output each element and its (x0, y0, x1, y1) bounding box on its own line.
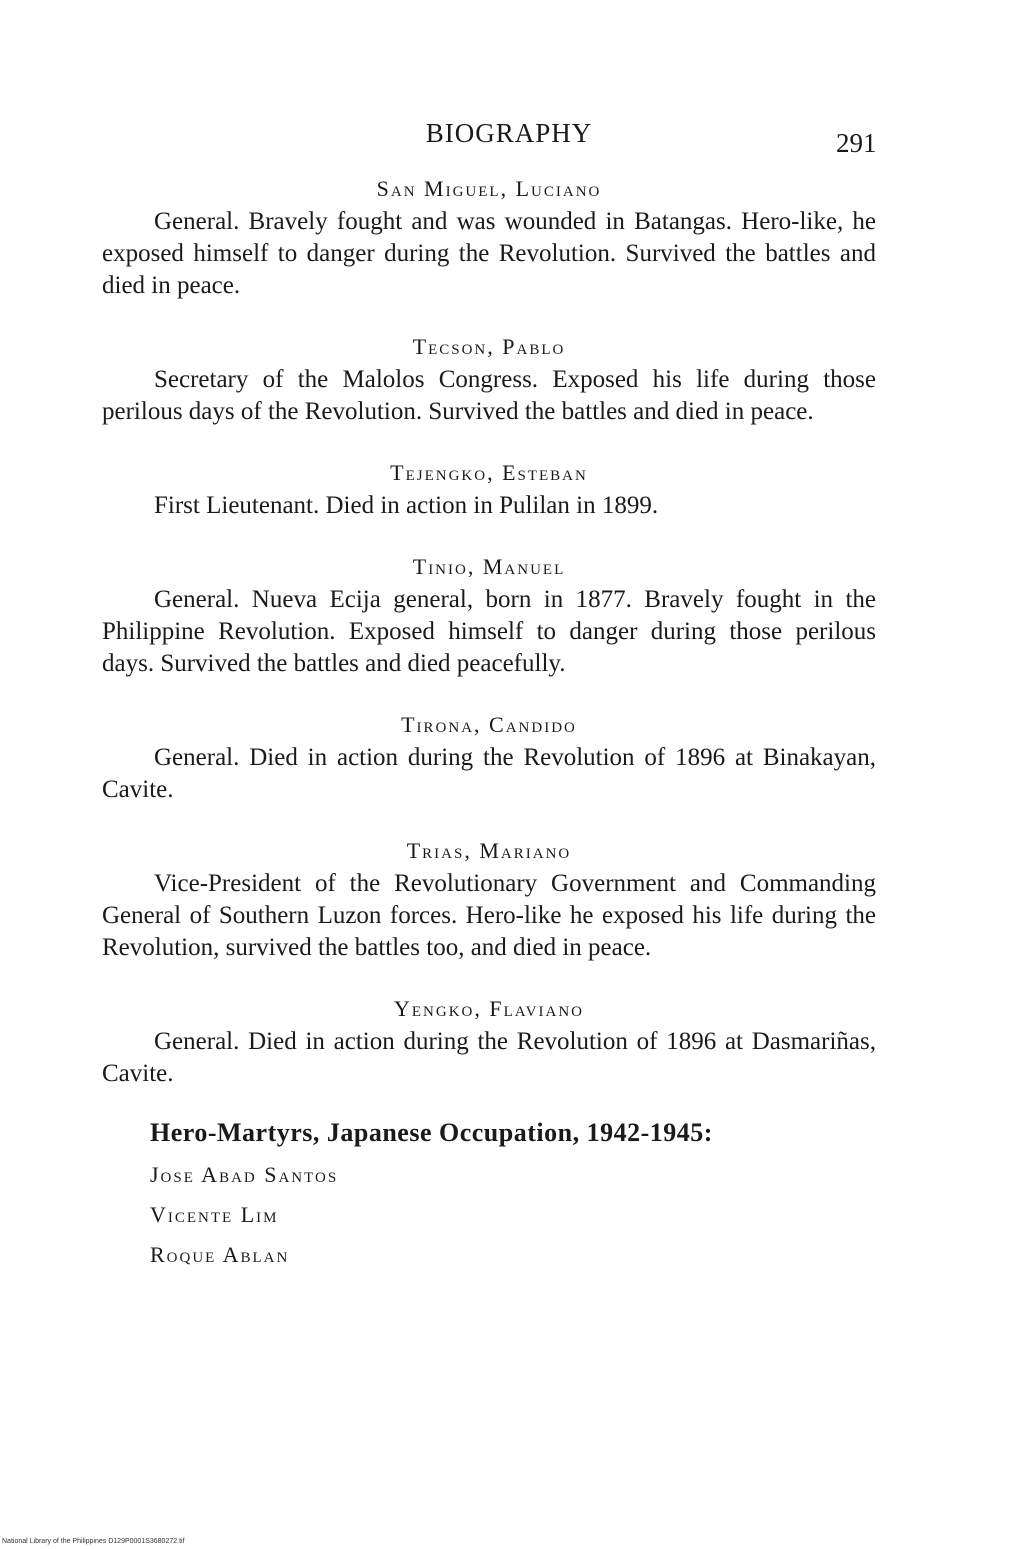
entry (102, 550, 876, 680)
entry-name: Trias, Mariano (406, 838, 572, 863)
entry-name: Tinio, Manuel (412, 554, 566, 579)
entry-name: Yengko, Flaviano (393, 996, 584, 1021)
entry-name: Tecson, Pablo (412, 334, 566, 359)
martyr-name: Roque Ablan (150, 1242, 290, 1267)
biography-content (102, 172, 876, 1282)
entry-text: General. Died in action during the Revolution of 1896 at Binakayan, Cavite. (102, 744, 876, 803)
entry-name: Tejengko, Esteban (390, 460, 588, 485)
entry-name: Tirona, Candido (401, 712, 577, 737)
martyr-name: Jose Abad Santos (150, 1162, 339, 1187)
entry-text: First Lieutenant. Died in action in Pulilan in 1899. (154, 492, 659, 519)
entry-text: Vice-President of the Revolutionary Government and Commanding General of Southern Luzon forces. Hero-like he exposed his life during the Revolution, survived the battles too, and died in peace. (102, 870, 876, 961)
section-heading: Hero-Martyrs, Japanese Occupation, 1942-1945: (150, 1118, 713, 1147)
entry (102, 834, 876, 964)
entry-text: General. Died in action during the Revolution of 1896 at Dasmariñas, Cavite. (102, 1028, 876, 1087)
entry-name: San Miguel, Luciano (376, 176, 602, 201)
page-number: 291 (836, 128, 877, 158)
entry (102, 992, 876, 1090)
martyr-name: Vicente Lim (150, 1202, 279, 1227)
entry (102, 172, 876, 302)
entry-text: Secretary of the Malolos Congress. Exposed his life during those perilous days of the Revolution. Survived the battles and died in peace. (102, 366, 876, 425)
entry (102, 456, 876, 522)
running-title: BIOGRAPHY (425, 118, 593, 148)
entry-text: General. Nueva Ecija general, born in 1877. Bravely fought in the Philippine Revolution. Exposed himself to danger during those perilous days. Survived the battles and died peacefully. (102, 586, 876, 677)
archive-credit: National Library of the Philippines D129P0001S3680272.tif (2, 1538, 185, 1545)
entry-text: General. Bravely fought and was wounded in Batangas. Hero-like, he exposed himself to danger during the Revolution. Survived the battles and died in peace. (102, 208, 876, 299)
entry (102, 330, 876, 428)
entry (102, 708, 876, 806)
